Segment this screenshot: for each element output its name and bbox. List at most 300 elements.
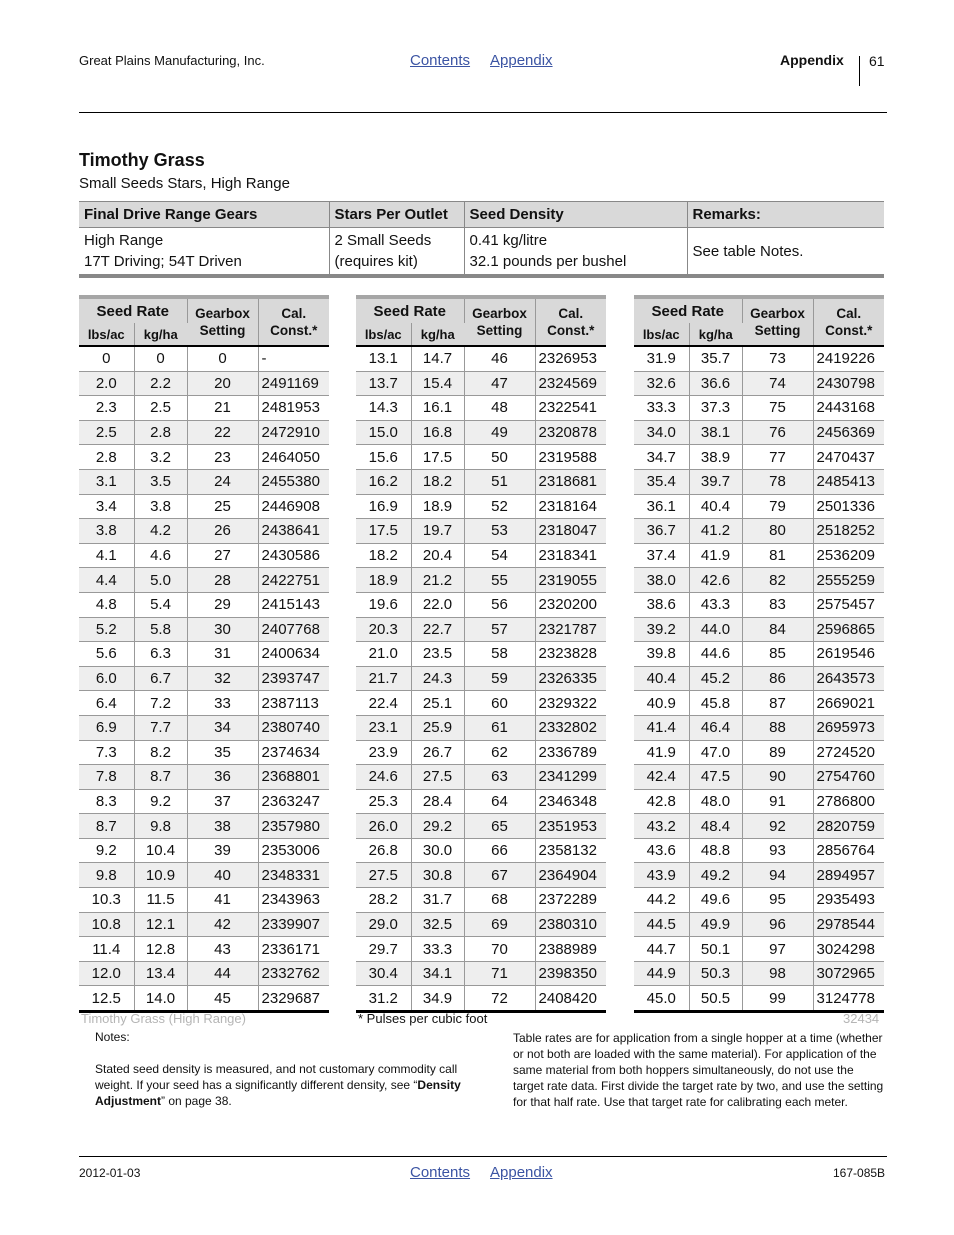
cal-const-cell: 2326953 (535, 346, 606, 371)
lbs-ac-cell: 34.7 (634, 445, 689, 470)
table-row (356, 765, 606, 790)
table-row (356, 592, 606, 617)
table-row (634, 765, 884, 790)
cal-const-cell: 2575457 (813, 592, 884, 617)
cal-const-cell: 2669021 (813, 691, 884, 716)
cal-const-cell: 2695973 (813, 715, 884, 740)
lbs-ac-cell: 32.6 (634, 371, 689, 396)
cal-const-cell: 2470437 (813, 445, 884, 470)
kg-ha-cell: 11.5 (134, 888, 187, 913)
notes-label: Notes: (95, 1030, 130, 1044)
gearbox-setting-cell: 25 (187, 494, 258, 519)
table-row (79, 765, 329, 790)
cal-const-cell: 2596865 (813, 617, 884, 642)
table-row (356, 838, 606, 863)
cal-const-cell: 2894957 (813, 863, 884, 888)
lbs-ac-cell: 26.8 (356, 838, 411, 863)
lbs-ac-cell: 8.7 (79, 814, 134, 839)
gearbox-header-line2: Setting (199, 323, 246, 338)
lbs-ac-cell: 6.9 (79, 715, 134, 740)
table-row (634, 888, 884, 913)
header-appendix-link[interactable]: Appendix (490, 52, 553, 69)
gearbox-setting-cell: 62 (464, 740, 535, 765)
lbs-ac-cell: 41.4 (634, 715, 689, 740)
lbs-ac-cell: 9.8 (79, 863, 134, 888)
table-row (79, 445, 329, 470)
cal-const-cell: 2318047 (535, 519, 606, 544)
table-row (79, 592, 329, 617)
table-row (634, 691, 884, 716)
cal-const-cell: 2422751 (258, 568, 329, 593)
kg-ha-cell: 50.5 (689, 986, 742, 1012)
lbs-ac-cell: 15.6 (356, 445, 411, 470)
figure-number: 32434 (843, 1011, 880, 1026)
kg-ha-cell: 26.7 (411, 740, 464, 765)
lbs-ac-cell: 10.8 (79, 912, 134, 937)
table-row (356, 937, 606, 962)
cal-const-cell: 2348331 (258, 863, 329, 888)
table-row (634, 371, 884, 396)
gearbox-setting-cell: 32 (187, 666, 258, 691)
table-row (634, 838, 884, 863)
table-row (356, 814, 606, 839)
table-row (356, 617, 606, 642)
header-contents-link[interactable]: Contents (410, 52, 471, 69)
table-row (634, 494, 884, 519)
table-row (79, 814, 329, 839)
table-row (634, 666, 884, 691)
gearbox-setting-cell: 82 (742, 568, 813, 593)
gearbox-setting-cell: 74 (742, 371, 813, 396)
density-imperial: 32.1 pounds per bushel (469, 253, 627, 270)
gearbox-setting-cell: 92 (742, 814, 813, 839)
cal-const-cell: 2438641 (258, 519, 329, 544)
kg-ha-cell: 18.9 (411, 494, 464, 519)
gearbox-setting-header (464, 297, 535, 346)
cal-const-cell: 2318164 (535, 494, 606, 519)
table-row (79, 420, 329, 445)
cal-const-cell: 2320200 (535, 592, 606, 617)
lbs-ac-cell: 8.3 (79, 789, 134, 814)
gearbox-setting-cell: 23 (187, 445, 258, 470)
pulses-footnote: * Pulses per cubic foot (358, 1011, 488, 1026)
footer-date: 2012-01-03 (79, 1166, 141, 1180)
lbs-ac-cell: 3.4 (79, 494, 134, 519)
gearbox-header-line2: Setting (476, 323, 523, 338)
gearbox-setting-cell: 26 (187, 519, 258, 544)
gearbox-setting-cell: 60 (464, 691, 535, 716)
cal-const-cell: 2820759 (813, 814, 884, 839)
kg-ha-cell: 48.8 (689, 838, 742, 863)
kg-ha-cell: 42.6 (689, 568, 742, 593)
lbs-ac-cell: 11.4 (79, 937, 134, 962)
header-final-drive: Final Drive Range Gears (79, 202, 329, 228)
kg-ha-cell: 30.8 (411, 863, 464, 888)
kg-ha-cell: 4.2 (134, 519, 187, 544)
table-row (79, 568, 329, 593)
lbs-ac-cell: 14.3 (356, 396, 411, 421)
gearbox-setting-cell: 59 (464, 666, 535, 691)
cal-const-cell: 2388989 (535, 937, 606, 962)
gearbox-setting-cell: 24 (187, 469, 258, 494)
kg-ha-cell: 32.5 (411, 912, 464, 937)
gearbox-setting-cell: 29 (187, 592, 258, 617)
kg-ha-cell: 34.1 (411, 961, 464, 986)
lbs-ac-cell: 12.5 (79, 986, 134, 1012)
kg-ha-cell: 49.6 (689, 888, 742, 913)
kg-ha-cell: 48.0 (689, 789, 742, 814)
gearbox-setting-cell: 22 (187, 420, 258, 445)
table-row (634, 863, 884, 888)
gearbox-setting-cell: 90 (742, 765, 813, 790)
kg-ha-cell: 3.5 (134, 469, 187, 494)
kg-ha-cell: 2.2 (134, 371, 187, 396)
lbs-ac-cell: 12.0 (79, 961, 134, 986)
cal-const-cell: 2343963 (258, 888, 329, 913)
lbs-ac-header: lbs/ac (79, 323, 134, 346)
cal-const-cell: 2430586 (258, 543, 329, 568)
lbs-ac-cell: 5.2 (79, 617, 134, 642)
kg-ha-cell: 22.7 (411, 617, 464, 642)
kg-ha-header: kg/ha (134, 323, 187, 346)
kg-ha-cell: 30.0 (411, 838, 464, 863)
cal-const-cell: 2443168 (813, 396, 884, 421)
table-row (634, 445, 884, 470)
table-row (356, 396, 606, 421)
kg-ha-cell: 15.4 (411, 371, 464, 396)
cal-const-cell: 2364904 (535, 863, 606, 888)
cal-const-cell: 3124778 (816, 989, 875, 1007)
gearbox-setting-cell: 65 (464, 814, 535, 839)
gearbox-setting-cell: 57 (464, 617, 535, 642)
seed-rate-header: Seed Rate (356, 297, 464, 323)
cal-const-cell: 2332802 (535, 715, 606, 740)
gearbox-setting-cell: 64 (464, 789, 535, 814)
kg-ha-cell: 21.2 (411, 568, 464, 593)
table-row (634, 814, 884, 839)
gearbox-setting-cell: 45 (187, 986, 258, 1012)
lbs-ac-cell: 39.8 (634, 642, 689, 667)
cal-const-cell: 2856764 (813, 838, 884, 863)
stars-count: 2 Small Seeds (334, 232, 432, 249)
gearbox-setting-cell: 94 (742, 863, 813, 888)
footer-contents-link[interactable]: Contents (410, 1164, 471, 1181)
cal-const-cell: 2485413 (813, 469, 884, 494)
header-divider (859, 56, 860, 86)
lbs-ac-cell: 35.4 (634, 469, 689, 494)
kg-ha-cell: 5.8 (134, 617, 187, 642)
table-row (634, 986, 884, 1012)
header-remarks: Remarks: (687, 202, 884, 228)
cal-const-cell: 3024298 (813, 937, 884, 962)
cal-const-cell: 2455380 (258, 469, 329, 494)
table-row (356, 371, 606, 396)
lbs-ac-cell: 2.5 (79, 420, 134, 445)
cal-const-cell: 2318681 (535, 469, 606, 494)
kg-ha-cell: 34.9 (411, 986, 464, 1012)
cal-const-cell: 2501336 (813, 494, 884, 519)
lbs-ac-cell: 33.3 (634, 396, 689, 421)
lbs-ac-cell: 34.0 (634, 420, 689, 445)
lbs-ac-cell: 2.8 (79, 445, 134, 470)
table-row (79, 838, 329, 863)
cal-const-cell: 2415143 (258, 592, 329, 617)
kg-ha-cell: 5.4 (134, 592, 187, 617)
gearbox-setting-cell: 20 (187, 371, 258, 396)
kg-ha-cell: 14.7 (411, 346, 464, 371)
cal-const-cell: 2336171 (258, 937, 329, 962)
gearbox-setting-cell: 61 (464, 715, 535, 740)
gearbox-setting-cell: 46 (464, 346, 535, 371)
gearbox-setting-cell: 73 (742, 346, 813, 371)
lbs-ac-cell: 22.4 (356, 691, 411, 716)
lbs-ac-cell: 38.0 (634, 568, 689, 593)
lbs-ac-cell: 9.2 (79, 838, 134, 863)
cal-const-cell: 2393747 (258, 666, 329, 691)
lbs-ac-cell: 4.1 (79, 543, 134, 568)
gearbox-setting-cell: 85 (742, 642, 813, 667)
gearbox-header-line1: Gearbox (472, 306, 527, 321)
cal-const-cell: 2978544 (813, 912, 884, 937)
kg-ha-cell: 13.4 (134, 961, 187, 986)
gearbox-setting-cell: 50 (464, 445, 535, 470)
table-row (79, 346, 329, 371)
kg-ha-cell: 43.3 (689, 592, 742, 617)
gearbox-setting-cell: 96 (742, 912, 813, 937)
gearbox-setting-cell: 52 (464, 494, 535, 519)
kg-ha-cell: 41.2 (689, 519, 742, 544)
gearbox-setting-cell: 58 (464, 642, 535, 667)
cal-const-cell: 2326335 (535, 666, 606, 691)
table-row (79, 789, 329, 814)
table-row (79, 519, 329, 544)
kg-ha-cell: 46.4 (689, 715, 742, 740)
table-row (634, 396, 884, 421)
lbs-ac-cell: 24.6 (356, 765, 411, 790)
kg-ha-cell: 41.9 (689, 543, 742, 568)
table-row (79, 469, 329, 494)
gearbox-setting-cell: 31 (187, 642, 258, 667)
seed-rate-table-1 (79, 295, 329, 1013)
table-row (634, 469, 884, 494)
cal-header-line1: Cal. (558, 306, 584, 321)
kg-ha-cell: 35.7 (689, 346, 742, 371)
gearbox-setting-cell: 68 (464, 888, 535, 913)
lbs-ac-cell: 45.0 (634, 986, 689, 1012)
remarks-cell: See table Notes. (692, 242, 804, 260)
company-name: Great Plains Manufacturing, Inc. (79, 53, 265, 68)
kg-ha-cell: 16.8 (411, 420, 464, 445)
kg-ha-cell: 10.4 (134, 838, 187, 863)
gearbox-setting-cell: 39 (187, 838, 258, 863)
cal-const-cell: 2346348 (535, 789, 606, 814)
gearbox-setting-cell: 84 (742, 617, 813, 642)
stars-cell (329, 228, 464, 277)
gearbox-setting-cell: 71 (464, 961, 535, 986)
seed-rate-header: Seed Rate (634, 297, 742, 323)
lbs-ac-cell: 6.4 (79, 691, 134, 716)
lbs-ac-cell: 3.1 (79, 469, 134, 494)
cal-const-cell: 2336789 (535, 740, 606, 765)
kg-ha-cell: 28.4 (411, 789, 464, 814)
kg-ha-cell: 45.8 (689, 691, 742, 716)
kg-ha-cell: 29.2 (411, 814, 464, 839)
gearbox-setting-header (187, 297, 258, 346)
gearbox-setting-cell: 53 (464, 519, 535, 544)
table-row (356, 469, 606, 494)
lbs-ac-cell: 16.9 (356, 494, 411, 519)
info-header-row (79, 202, 884, 228)
cal-const-cell: 2430798 (813, 371, 884, 396)
gearbox-setting-cell: 21 (187, 396, 258, 421)
lbs-ac-cell: 23.1 (356, 715, 411, 740)
lbs-ac-header: lbs/ac (634, 323, 689, 346)
cal-const-cell: 2398350 (535, 961, 606, 986)
page-title: Timothy Grass (79, 150, 205, 170)
page-subtitle: Small Seeds Stars, High Range (79, 175, 290, 192)
gearbox-setting-cell: 83 (742, 592, 813, 617)
cal-const-cell: 2724520 (813, 740, 884, 765)
cal-const-cell: 2935493 (813, 888, 884, 913)
cal-const-cell: 3072965 (813, 961, 884, 986)
lbs-ac-cell: 17.5 (356, 519, 411, 544)
gearbox-setting-cell: 69 (464, 912, 535, 937)
table-row (356, 863, 606, 888)
table-row (356, 494, 606, 519)
cal-header-line2: Const.* (547, 323, 595, 338)
cal-const-cell: 2536209 (813, 543, 884, 568)
drive-info-table (79, 201, 884, 278)
kg-ha-cell: 38.9 (689, 445, 742, 470)
gearbox-setting-cell: 27 (187, 543, 258, 568)
gearbox-setting-cell: 93 (742, 838, 813, 863)
cal-header-line1: Cal. (281, 306, 307, 321)
table-row (634, 740, 884, 765)
cal-const-cell: 2351953 (535, 814, 606, 839)
table-row (79, 642, 329, 667)
table-row (79, 371, 329, 396)
kg-ha-cell: 33.3 (411, 937, 464, 962)
rate-header-row (79, 297, 329, 323)
table-row (634, 346, 884, 371)
cal-const-cell: 2357980 (258, 814, 329, 839)
cal-const-cell: 2323828 (535, 642, 606, 667)
gearbox-setting-cell: 44 (187, 961, 258, 986)
table-row (634, 617, 884, 642)
kg-ha-cell: 49.9 (689, 912, 742, 937)
gearbox-setting-cell: 66 (464, 838, 535, 863)
gearbox-setting-cell: 86 (742, 666, 813, 691)
lbs-ac-cell: 44.7 (634, 937, 689, 962)
kg-ha-cell: 25.1 (411, 691, 464, 716)
table-row (356, 691, 606, 716)
lbs-ac-cell: 42.4 (634, 765, 689, 790)
lbs-ac-cell: 43.6 (634, 838, 689, 863)
gearbox-setting-cell: 91 (742, 789, 813, 814)
lbs-ac-cell: 0 (79, 346, 134, 371)
lbs-ac-cell: 27.5 (356, 863, 411, 888)
lbs-ac-cell: 3.8 (79, 519, 134, 544)
lbs-ac-cell: 40.9 (634, 691, 689, 716)
table-row (356, 789, 606, 814)
lbs-ac-cell: 21.7 (356, 666, 411, 691)
kg-ha-cell: 27.5 (411, 765, 464, 790)
kg-ha-cell: 16.1 (411, 396, 464, 421)
lbs-ac-cell: 5.6 (79, 642, 134, 667)
kg-ha-cell: 50.1 (689, 937, 742, 962)
table-row (79, 937, 329, 962)
table-row (634, 961, 884, 986)
cal-const-cell: 2321787 (535, 617, 606, 642)
gearbox-setting-cell: 72 (464, 986, 535, 1012)
gearbox-setting-cell: 98 (742, 961, 813, 986)
gearbox-setting-cell: 30 (187, 617, 258, 642)
kg-ha-cell: 6.3 (134, 642, 187, 667)
table-row (634, 937, 884, 962)
gearbox-setting-cell: 35 (187, 740, 258, 765)
cal-const-header (813, 297, 884, 346)
lbs-ac-cell: 4.8 (79, 592, 134, 617)
cal-const-cell: 2320878 (535, 420, 606, 445)
seed-rate-header: Seed Rate (79, 297, 187, 323)
footer-doc-number: 167-085B (833, 1166, 886, 1180)
gearbox-setting-cell: 97 (742, 937, 813, 962)
kg-ha-cell: 44.0 (689, 617, 742, 642)
gearbox-setting-header (742, 297, 813, 346)
lbs-ac-cell: 28.2 (356, 888, 411, 913)
gearbox-setting-cell: 47 (464, 371, 535, 396)
cal-const-cell: 2363247 (258, 789, 329, 814)
gearbox-setting-cell: 70 (464, 937, 535, 962)
kg-ha-cell: 3.8 (134, 494, 187, 519)
kg-ha-cell: 48.4 (689, 814, 742, 839)
kg-ha-cell: 17.5 (411, 445, 464, 470)
cal-header-line2: Const.* (825, 323, 873, 338)
kg-ha-cell: 44.6 (689, 642, 742, 667)
lbs-ac-cell: 44.2 (634, 888, 689, 913)
lbs-ac-cell: 44.5 (634, 912, 689, 937)
lbs-ac-cell: 20.3 (356, 617, 411, 642)
cal-const-cell: 2319588 (535, 445, 606, 470)
lbs-ac-cell: 38.6 (634, 592, 689, 617)
table-caption: Timothy Grass (High Range) (81, 1011, 246, 1026)
kg-ha-cell: 9.2 (134, 789, 187, 814)
cal-const-cell: 2400634 (258, 642, 329, 667)
table-row (634, 568, 884, 593)
notes-hopper: Table rates are for application from a single hopper at a time (whether or not both are loaded with the same material). For application of the same material from both hoppers simultaneously, do not use the target rate data. First divide the target rate by two, and use the setting for that half rate. Use that target rate for calibrating each meter. (513, 1031, 884, 1109)
table-row (356, 715, 606, 740)
table-row (634, 912, 884, 937)
kg-ha-cell: 14.0 (134, 986, 187, 1012)
lbs-ac-cell: 15.0 (356, 420, 411, 445)
cal-const-cell: 2339907 (258, 912, 329, 937)
rate-header-row (356, 297, 606, 323)
footer-appendix-link[interactable]: Appendix (490, 1164, 553, 1181)
seed-rate-table-3 (634, 295, 884, 1013)
table-row (79, 617, 329, 642)
gearbox-setting-cell: 41 (187, 888, 258, 913)
kg-ha-cell: 19.7 (411, 519, 464, 544)
table-row (356, 666, 606, 691)
table-row (634, 420, 884, 445)
kg-ha-cell: 37.3 (689, 396, 742, 421)
cal-const-cell: 2341299 (535, 765, 606, 790)
info-data-row (79, 228, 884, 277)
seed-rate-table-2 (356, 295, 606, 1013)
kg-ha-cell: 39.7 (689, 469, 742, 494)
kg-ha-cell: 36.6 (689, 371, 742, 396)
lbs-ac-cell: 2.0 (79, 371, 134, 396)
